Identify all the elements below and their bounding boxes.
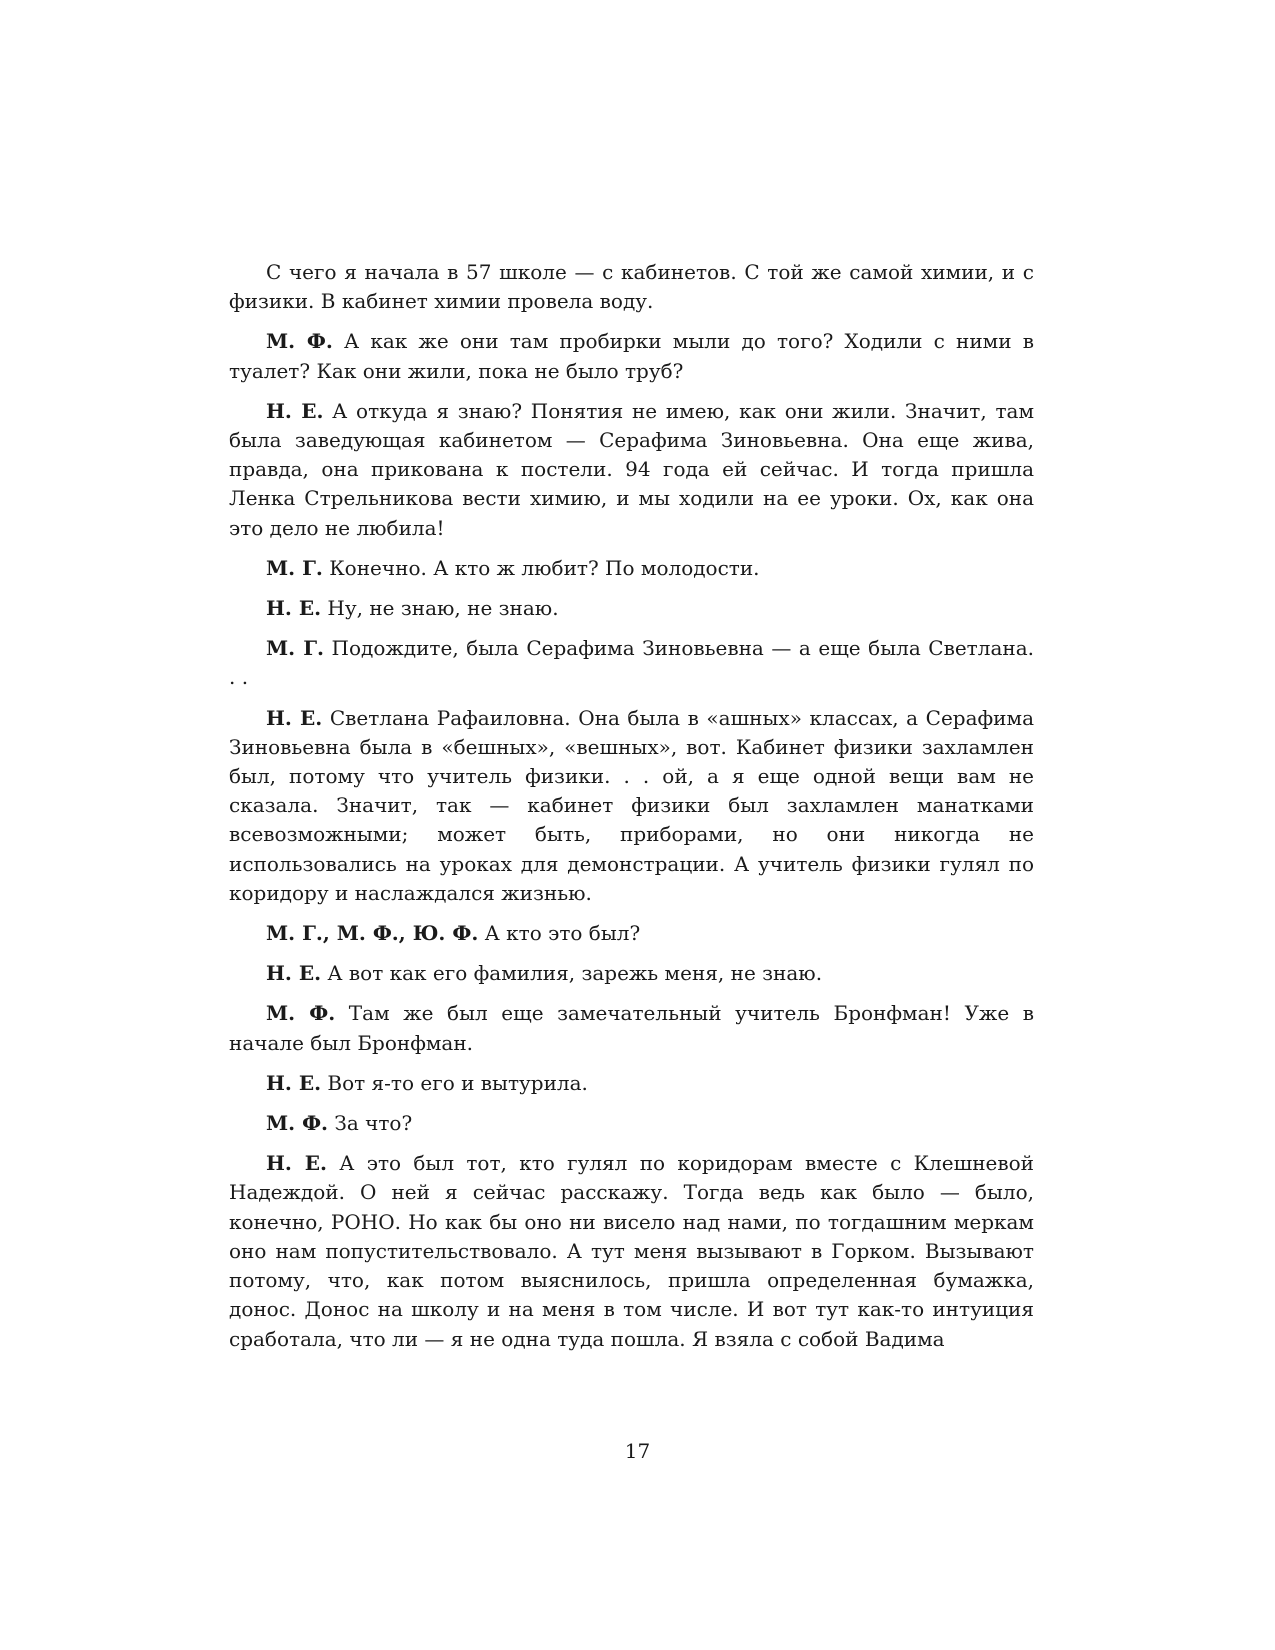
paragraph-text: Там же был еще замечательный учитель Бронфман! Уже в начале был Бронфман.: [229, 1001, 1034, 1055]
paragraph-text: А это был тот, кто гулял по коридорам вместе с Клешневой Надеждой. О ней я сейчас расскажу. Тогда ведь как было — было, конечно, РОНО. Но как бы оно ни висело над нами, по тогдашним меркам оно нам попустительствовало. А тут меня вызывают в Горком. Вызывают потому, что, как потом выяснилось, пришла определенная бумажка, донос. Донос на школу и на меня в том числе. И вот тут как-то интуиция сработала, что ли — я не одна туда пошла. Я взяла с собой Вадима: [229, 1151, 1034, 1351]
paragraph: [229, 634, 1034, 692]
speaker-label: Н. Е.: [266, 398, 324, 423]
paragraph: [229, 327, 1034, 385]
speaker-label: Н. Е.: [266, 961, 322, 986]
paragraph: [229, 1069, 1034, 1098]
paragraph-text: Вот я-то его и вытурила.: [321, 1070, 588, 1095]
paragraph-text: Ну, не знаю, не знаю.: [321, 596, 559, 621]
paragraph: [229, 1109, 1034, 1138]
page-body: [229, 258, 1034, 1365]
speaker-label: М. Г.: [266, 555, 323, 580]
paragraph-text: А как же они там пробирки мыли до того? Ходили с ними в туалет? Как они жили, пока не было труб?: [229, 329, 1034, 383]
paragraph-text: С чего я начала в 57 школе — с кабинетов. С той же самой химии, и с физики. В кабинет химии провела воду.: [229, 260, 1034, 314]
paragraph: [229, 397, 1034, 543]
speaker-label: Н. Е.: [266, 705, 323, 730]
paragraph-text: А кто это был?: [478, 921, 641, 946]
speaker-label: Н. Е.: [266, 1070, 322, 1095]
paragraph: [229, 1149, 1034, 1353]
speaker-label: Н. Е.: [266, 596, 322, 621]
paragraph: [229, 999, 1034, 1057]
paragraph: [229, 554, 1034, 583]
page-number: 17: [624, 1439, 651, 1463]
paragraph-text: А вот как его фамилия, зарежь меня, не знаю.: [321, 961, 823, 986]
paragraph-text: А откуда я знаю? Понятия не имею, как они жили. Значит, там была заведующая кабинетом — Серафима Зиновьевна. Она еще жива, правда, она прикована к постели. 94 года ей сейчас. И тогда пришла Ленка Стрельникова вести химию, и мы ходили на ее уроки. Ох, как она это дело не любила!: [229, 398, 1035, 540]
paragraph: [229, 258, 1034, 316]
speaker-label: М. Ф.: [266, 1001, 336, 1026]
paragraph: [229, 594, 1034, 623]
paragraph: [229, 704, 1034, 908]
paragraph-text: Светлана Рафаиловна. Она была в «ашных» классах, а Серафима Зиновьевна была в «бешных», «вешных», вот. Кабинет физики захламлен был, потому что учитель физики. . . ой, а я еще одной вещи вам не сказала. Значит, так — кабинет физики был захламлен манатками всевозможными; может быть, приборами, но они никогда не использовались на уроках для демонстрации. А учитель физики гулял по коридору и наслаждался жизнью.: [229, 705, 1034, 905]
paragraph-text: Конечно. А кто ж любит? По молодости.: [322, 555, 760, 580]
speaker-label: М. Г., М. Ф., Ю. Ф.: [266, 921, 479, 946]
paragraph-text: За что?: [328, 1111, 413, 1136]
speaker-label: М. Ф.: [266, 1111, 329, 1136]
speaker-label: Н. Е.: [266, 1151, 327, 1176]
paragraph: [229, 959, 1034, 988]
speaker-label: М. Г.: [266, 636, 325, 661]
paragraph: [229, 919, 1034, 948]
paragraph-text: Подождите, была Серафима Зиновьевна — а еще была Светлана. . .: [229, 636, 1034, 690]
speaker-label: М. Ф.: [266, 329, 333, 354]
